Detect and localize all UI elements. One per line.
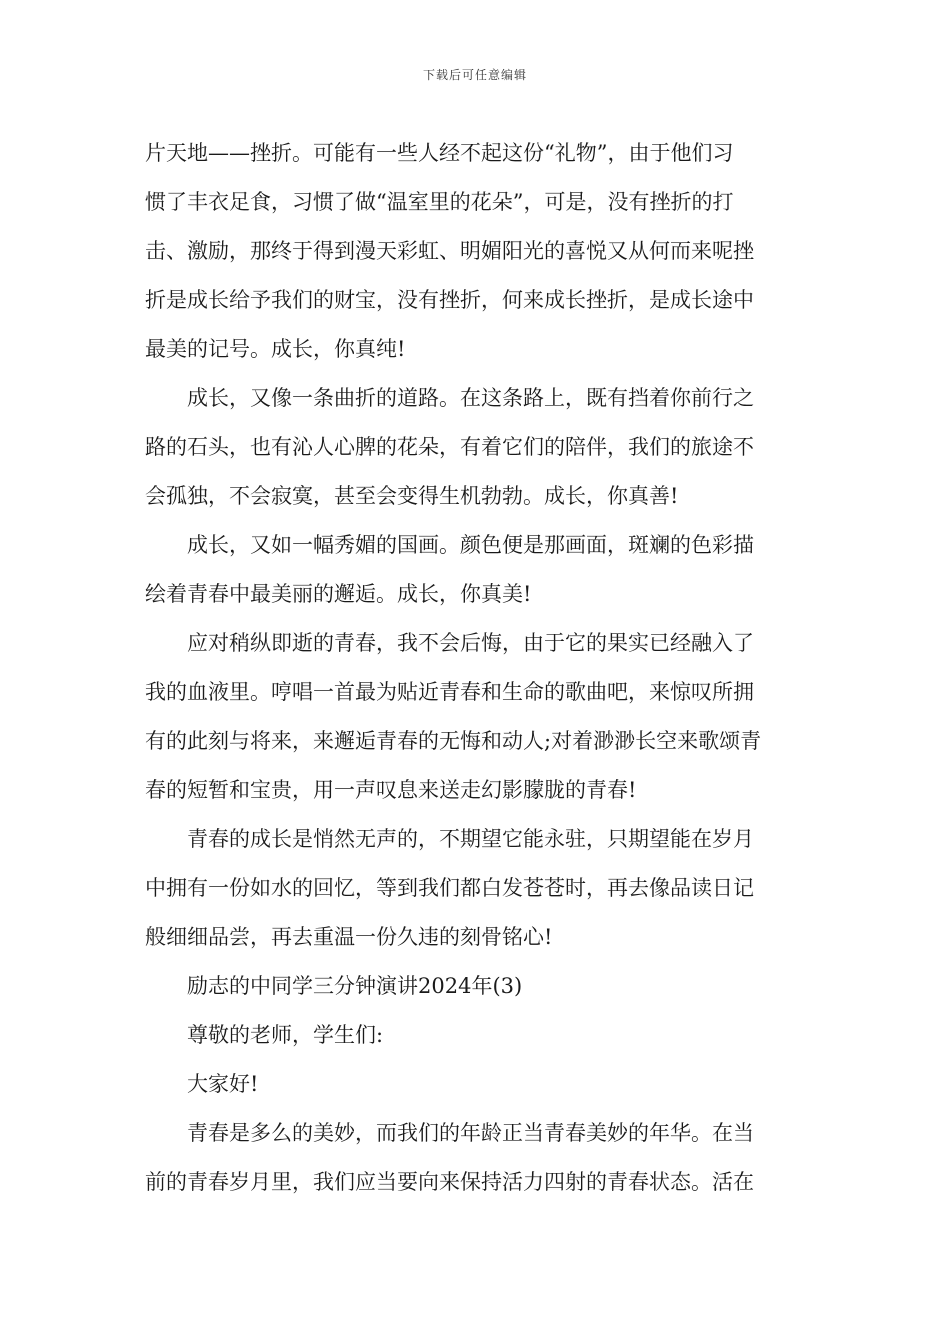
text-line: 片天地——挫折。可能有一些人经不起这份“礼物”，由于他们习 — [145, 141, 734, 165]
text-line: 路的石头，也有沁人心脾的花朵，有着它们的陪伴，我们的旅途不 — [145, 435, 754, 459]
text-line: 大家好! — [187, 1072, 259, 1096]
text-line: 前的青春岁月里，我们应当要向来保持活力四射的青春状态。活在 — [145, 1170, 754, 1194]
text-line: 折是成长给予我们的财宝，没有挫折，何来成长挫折，是成长途中 — [145, 288, 754, 312]
document-body — [145, 129, 800, 1207]
text-line: 青春的成长是悄然无声的，不期望它能永驻，只期望能在岁月 — [187, 827, 754, 851]
text-line: 成长，又如一幅秀媚的国画。颜色便是那画面，斑斓的色彩描 — [187, 533, 754, 557]
text-line: 成长，又像一条曲折的道路。在这条路上，既有挡着你前行之 — [187, 386, 754, 410]
text-line: 有的此刻与将来，来邂逅青春的无悔和动人;对着渺渺长空来歌颂青 — [145, 729, 762, 753]
text-line: 青春是多么的美妙，而我们的年龄正当青春美妙的年华。在当 — [187, 1121, 754, 1145]
text-line: 励志的中同学三分钟演讲2024年(3) — [187, 974, 523, 998]
text-line: 尊敬的老师，学生们: — [187, 1023, 384, 1047]
text-line: 般细细品尝，再去重温一份久违的刻骨铭心! — [145, 925, 553, 949]
text-line: 我的血液里。哼唱一首最为贴近青春和生命的歌曲吧，来惊叹所拥 — [145, 680, 754, 704]
text-line: 中拥有一份如水的回忆，等到我们都白发苍苍时，再去像品读日记 — [145, 876, 754, 900]
text-line: 会孤独，不会寂寞，甚至会变得生机勃勃。成长，你真善! — [145, 484, 679, 508]
text-line: 惯了丰衣足食，习惯了做“温室里的花朵”，可是，没有挫折的打 — [145, 190, 734, 214]
page-header: 下载后可任意编辑 — [422, 68, 527, 82]
text-line: 击、激励，那终于得到漫天彩虹、明媚阳光的喜悦又从何而来呢挫 — [145, 239, 754, 263]
text-line: 春的短暂和宝贵，用一声叹息来送走幻影朦胧的青春! — [145, 778, 637, 802]
text-line: 最美的记号。成长，你真纯! — [145, 337, 406, 361]
text-line: 应对稍纵即逝的青春，我不会后悔，由于它的果实已经融入了 — [187, 631, 754, 655]
text-line: 绘着青春中最美丽的邂逅。成长，你真美! — [145, 582, 532, 606]
